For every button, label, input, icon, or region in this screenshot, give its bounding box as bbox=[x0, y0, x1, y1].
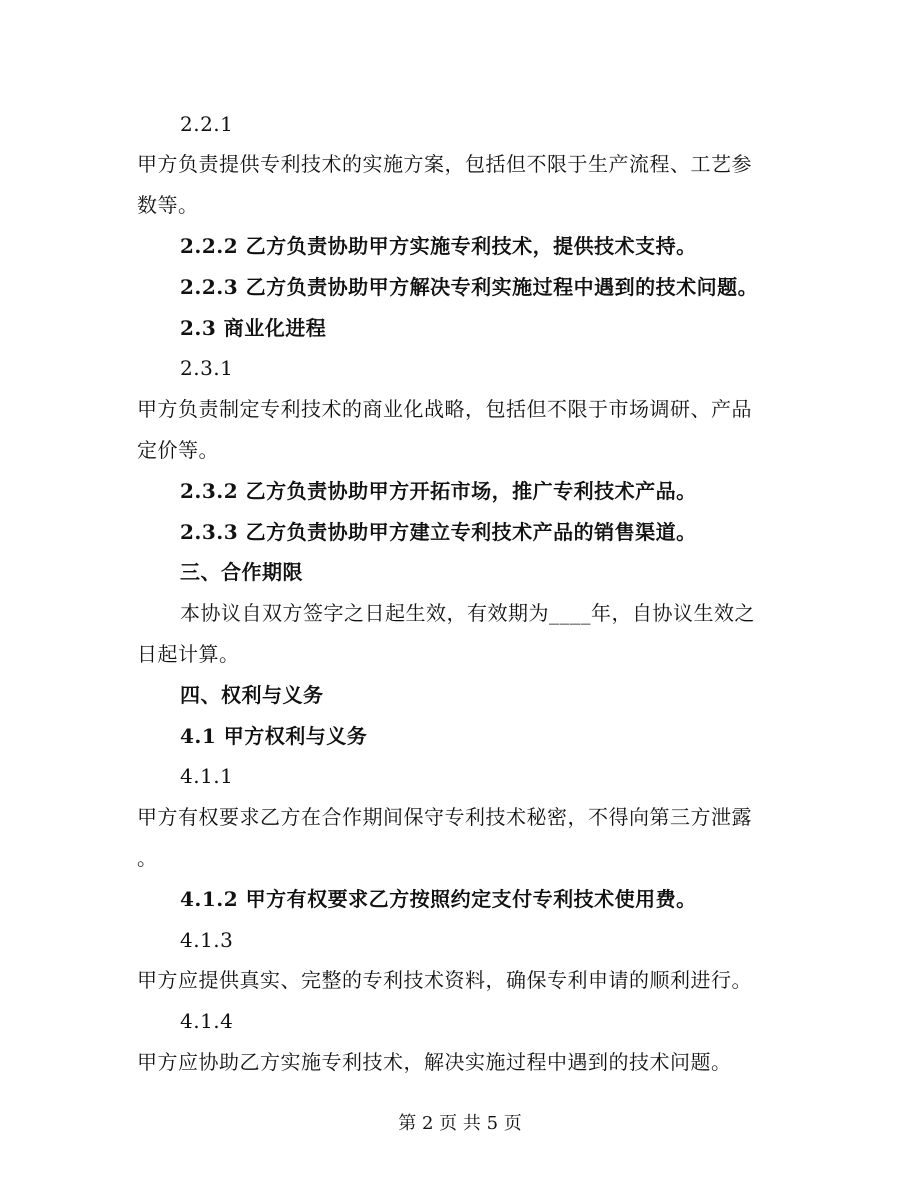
clause-number: 4.1.1 bbox=[180, 764, 234, 788]
paragraph-line: 本协议自双方签字之日起生效，有效期为____年，自协议生效之 bbox=[180, 601, 755, 625]
paragraph-line: 甲方有权要求乙方在合作期间保守专利技术秘密，不得向第三方泄露 bbox=[137, 805, 752, 829]
clause-number: 4.1.3 bbox=[180, 928, 234, 952]
clause-number: 2.2.1 bbox=[180, 112, 234, 136]
chapter-heading: 三、合作期限 bbox=[180, 560, 303, 584]
paragraph-line: 日起计算。 bbox=[137, 642, 240, 666]
chapter-heading: 四、权利与义务 bbox=[180, 683, 324, 707]
paragraph-line: 甲方负责提供专利技术的实施方案，包括但不限于生产流程、工艺参 bbox=[137, 152, 752, 176]
section-heading: 4.1 甲方权利与义务 bbox=[180, 724, 368, 748]
paragraph-line: 。 bbox=[137, 846, 158, 870]
paragraph-line: 甲方负责制定专利技术的商业化战略，包括但不限于市场调研、产品 bbox=[137, 397, 752, 421]
paragraph-line: 甲方应协助乙方实施专利技术，解决实施过程中遇到的技术问题。 bbox=[137, 1050, 732, 1074]
paragraph-line: 数等。 bbox=[137, 193, 199, 217]
page-footer: 第 2 页 共 5 页 bbox=[398, 1113, 522, 1134]
clause-line: 4.1.2 甲方有权要求乙方按照约定支付专利技术使用费。 bbox=[180, 887, 697, 911]
paragraph-line: 甲方应提供真实、完整的专利技术资料，确保专利申请的顺利进行。 bbox=[137, 968, 752, 992]
clause-number: 4.1.4 bbox=[180, 1009, 234, 1033]
paragraph-line: 定价等。 bbox=[137, 438, 219, 462]
clause-number: 2.3.1 bbox=[180, 356, 234, 380]
clause-line: 2.2.2 乙方负责协助甲方实施专利技术，提供技术支持。 bbox=[180, 234, 697, 258]
clause-line: 2.2.3 乙方负责协助甲方解决专利实施过程中遇到的技术问题。 bbox=[180, 275, 759, 299]
section-heading: 2.3 商业化进程 bbox=[180, 316, 327, 340]
clause-line: 2.3.2 乙方负责协助甲方开拓市场，推广专利技术产品。 bbox=[180, 479, 697, 503]
clause-line: 2.3.3 乙方负责协助甲方建立专利技术产品的销售渠道。 bbox=[180, 520, 697, 544]
